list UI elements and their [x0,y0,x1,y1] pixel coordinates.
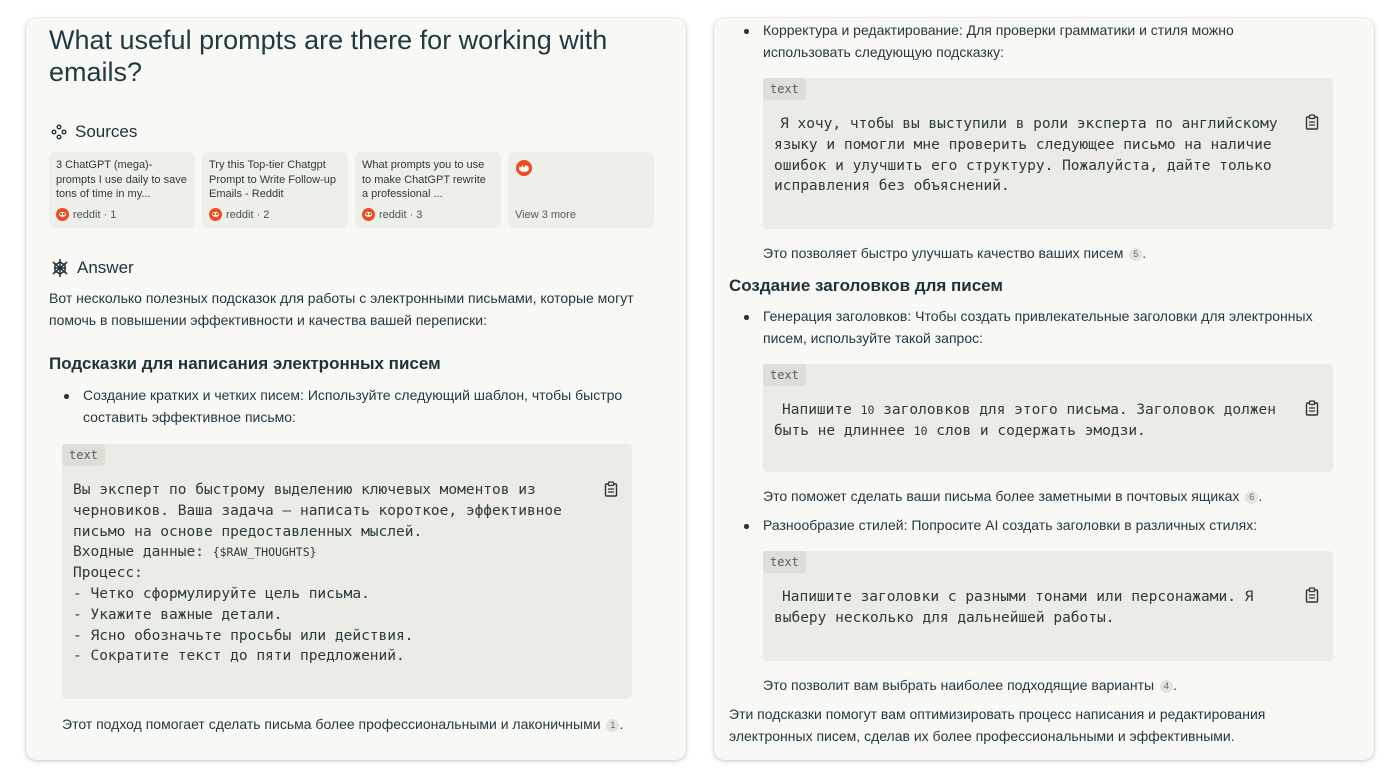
source-meta-text: reddit · 1 [73,208,117,221]
code-text [73,480,583,667]
answer-closing: Эти подсказки помогут вам оптимизировать процесс написания и редактирования электронных писем, сделав их более профессиональными и эффективными. [729,706,1266,744]
list-item: Разнообразие стилей: Попросите AI создать заголовки в различных стилях: [763,515,1323,537]
section-title: Создание заголовков для писем [729,276,1003,295]
section-title: Подсказки для написания электронных писем [49,354,441,373]
source-title: Try this Top-tier Chatgpt Prompt to Write Follow-up Emails - Reddit [209,159,336,200]
copy-icon[interactable] [1305,114,1319,130]
reddit-icon [209,208,222,221]
list-item: Создание кратких и четких писем: Используйте следующий шаблон, чтобы быстро составить эффективное письмо: [83,385,668,428]
code-variable: {$RAW_THOUGHTS} [212,545,317,560]
code-language-label: text [763,364,806,386]
code-line: Вы эксперт по быстрому выделению ключевых моментов из черновиков. Ваша задача – написать короткое, эффективное письмо на основе предоставленных мыслей. [73,482,571,540]
sources-header [51,122,137,142]
code-process: Процесс: - Четко сформулируйте цель письма. - Укажите важные детали. - Ясно обозначьте просьбы или действия. - Сократите текст до пяти предложений. [73,565,414,665]
code-text [774,400,1294,442]
paragraph-text: Это поможет сделать ваши письма более заметными в почтовых ящиках [763,488,1240,504]
source-meta [56,208,116,221]
answer-paragraph: Этот подход помогает сделать письма более профессиональными и лаконичными 1 . [62,716,624,732]
answer-panel-right [714,18,1374,760]
page-title: What useful prompts are there for working with emails? [49,25,608,87]
source-title: 3 ChatGPT (mega)-prompts I use daily to save tons of time in my... [56,159,187,200]
citation-badge[interactable]: 1 [606,719,619,732]
reddit-icon [516,160,532,176]
citation-badge[interactable]: 5 [1129,248,1142,261]
source-card-2[interactable] [202,152,348,228]
code-number: 10 [860,403,875,417]
code-block [763,364,1333,472]
answer-paragraph: Это поможет сделать ваши письма более заметными в почтовых ящиках 6 . [763,488,1263,504]
answer-icon [51,258,69,278]
sources-heading: Sources [75,122,138,141]
source-meta-text: reddit · 2 [226,208,270,221]
citation-badge[interactable]: 6 [1245,491,1258,504]
view-more-sources-button[interactable] [508,152,654,228]
answer-paragraph: Это позволит вам выбрать наиболее подходящие варианты 4 . [763,677,1177,693]
source-card-1[interactable] [49,152,195,228]
paragraph-text: Это позволяет быстро улучшать качество ваших писем [763,245,1124,261]
answer-heading: Answer [77,258,134,277]
code-number: 10 [913,423,928,438]
paragraph-text: Это позволит вам выбрать наиболее подходящие варианты [763,677,1155,693]
reddit-icon [56,208,69,221]
code-input-label: Входные данные: [73,544,213,561]
source-meta [362,208,422,221]
reddit-icon [362,208,375,221]
view-more-label: View 3 more [515,209,576,221]
source-card-3[interactable] [355,152,501,228]
copy-icon[interactable] [1305,587,1319,603]
answer-panel-left [26,18,686,760]
code-text: Напишите заголовки с разными тонами или персонажами. Я выберу несколько для дальнейшей работы. [774,589,1263,626]
list-item: Генерация заголовков: Чтобы создать привлекательные заголовки для электронных писем, используйте такой запрос: [763,306,1318,349]
citation-badge[interactable]: 4 [1160,680,1173,693]
source-title: What prompts you to use to make ChatGPT rewrite a professional ... [362,159,486,200]
answer-intro: Вот несколько полезных подсказок для работы с электронными письмами, которые могут помочь в повышении эффективности и качества вашей переписки: [49,290,634,328]
code-block [763,551,1333,661]
copy-icon[interactable] [1305,400,1319,416]
copy-icon[interactable] [604,481,618,497]
code-segment: слов и содержать эмодзи. [927,422,1146,439]
code-segment: Напишите [782,402,861,418]
code-segment: заголовков для этого письма. Заголовок должен быть не длиннее [774,402,1285,439]
sources-icon [51,124,67,140]
code-text: Я хочу, чтобы вы выступили в роли эксперта по английскому языку и помогли мне проверить следующее письмо на наличие ошибок и улучшить его структуру. Пожалуйста, дайте только исправления без объяснений. [774,116,1287,195]
code-language-label: text [763,78,806,100]
source-meta [209,208,269,221]
code-block [62,444,632,699]
answer-paragraph: Это позволяет быстро улучшать качество ваших писем 5 . [763,245,1147,261]
paragraph-text: Этот подход помогает сделать письма более профессиональными и лаконичными [62,716,601,732]
list-item: Корректура и редактирование: Для проверки грамматики и стиля можно использовать следующую подсказку: [763,20,1318,63]
answer-header [51,258,134,278]
code-language-label: text [62,444,105,466]
code-block [763,78,1333,229]
source-meta-text: reddit · 3 [379,208,423,221]
code-language-label: text [763,551,806,573]
